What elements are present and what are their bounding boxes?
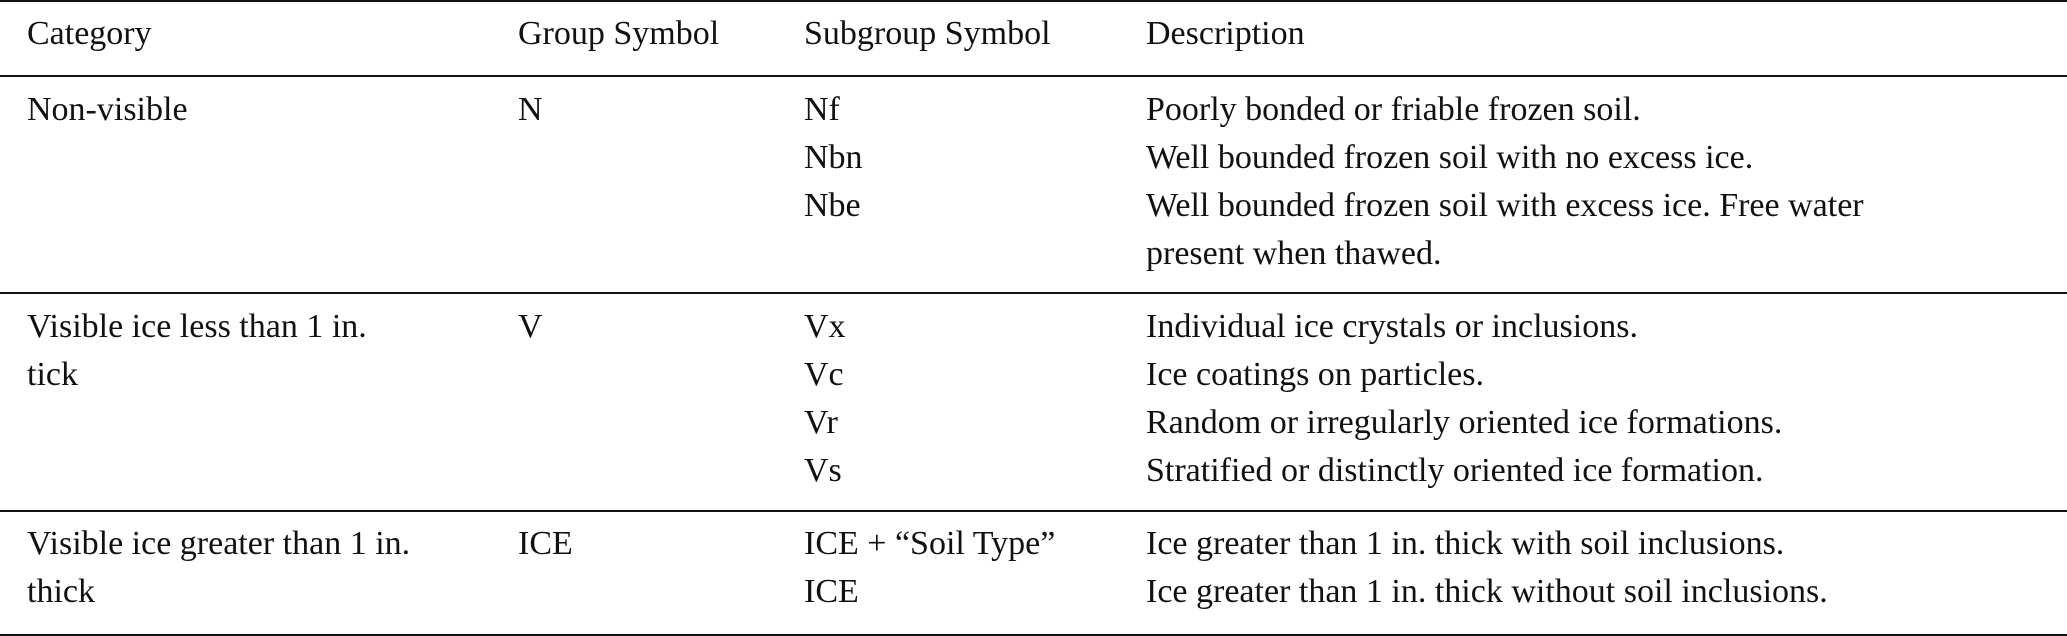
subgroup-symbol: Vc — [804, 356, 844, 393]
group-1-category — [27, 86, 188, 134]
description-line: present when thawed. — [1146, 235, 1442, 272]
subgroup-symbol: ICE + “Soil Type” — [804, 525, 1056, 562]
subgroup-symbol: Nbn — [804, 139, 863, 176]
subgroup-symbol: ICE — [804, 573, 859, 610]
group-3-subgroups — [804, 520, 1055, 616]
group-1-descriptions — [1146, 86, 1864, 278]
group-divider-2 — [0, 510, 2067, 512]
subgroup-symbol: Nbe — [804, 187, 861, 224]
header-category: Category — [27, 15, 152, 52]
group-3-descriptions — [1146, 520, 1828, 616]
header-group-symbol: Group Symbol — [518, 15, 720, 52]
group-divider-1 — [0, 292, 2067, 294]
header-subgroup-symbol: Subgroup Symbol — [804, 15, 1051, 52]
subgroup-symbol: Vr — [804, 404, 838, 441]
group-3-symbol: ICE — [518, 525, 573, 562]
group-2-descriptions — [1146, 303, 1782, 495]
description-line: Individual ice crystals or inclusions. — [1146, 308, 1638, 345]
header-rule — [0, 75, 2067, 77]
description-line: Ice coatings on particles. — [1146, 356, 1484, 393]
description-line: Stratified or distinctly oriented ice formation. — [1146, 452, 1764, 489]
description-line: Ice greater than 1 in. thick without soil inclusions. — [1146, 573, 1828, 610]
category-line: tick — [27, 356, 78, 393]
group-2-symbol: V — [518, 308, 543, 345]
description-line: Ice greater than 1 in. thick with soil inclusions. — [1146, 525, 1785, 562]
group-3-category — [27, 520, 410, 616]
subgroup-symbol: Vx — [804, 308, 846, 345]
description-line: Poorly bonded or friable frozen soil. — [1146, 91, 1641, 128]
category-line: Visible ice greater than 1 in. — [27, 525, 411, 562]
description-line: Well bounded frozen soil with excess ice. Free water — [1146, 187, 1864, 224]
group-2-category — [27, 303, 367, 399]
category-line: Visible ice less than 1 in. — [27, 308, 367, 345]
top-rule — [0, 0, 2067, 2]
category-line: Non-visible — [27, 91, 188, 128]
description-line: Random or irregularly oriented ice formations. — [1146, 404, 1783, 441]
group-2-subgroups — [804, 303, 846, 495]
header-description: Description — [1146, 15, 1305, 52]
group-1-subgroups — [804, 86, 863, 230]
subgroup-symbol: Nf — [804, 91, 840, 128]
group-1-symbol: N — [518, 91, 543, 128]
description-line: Well bounded frozen soil with no excess ice. — [1146, 139, 1754, 176]
subgroup-symbol: Vs — [804, 452, 842, 489]
category-line: thick — [27, 573, 95, 610]
